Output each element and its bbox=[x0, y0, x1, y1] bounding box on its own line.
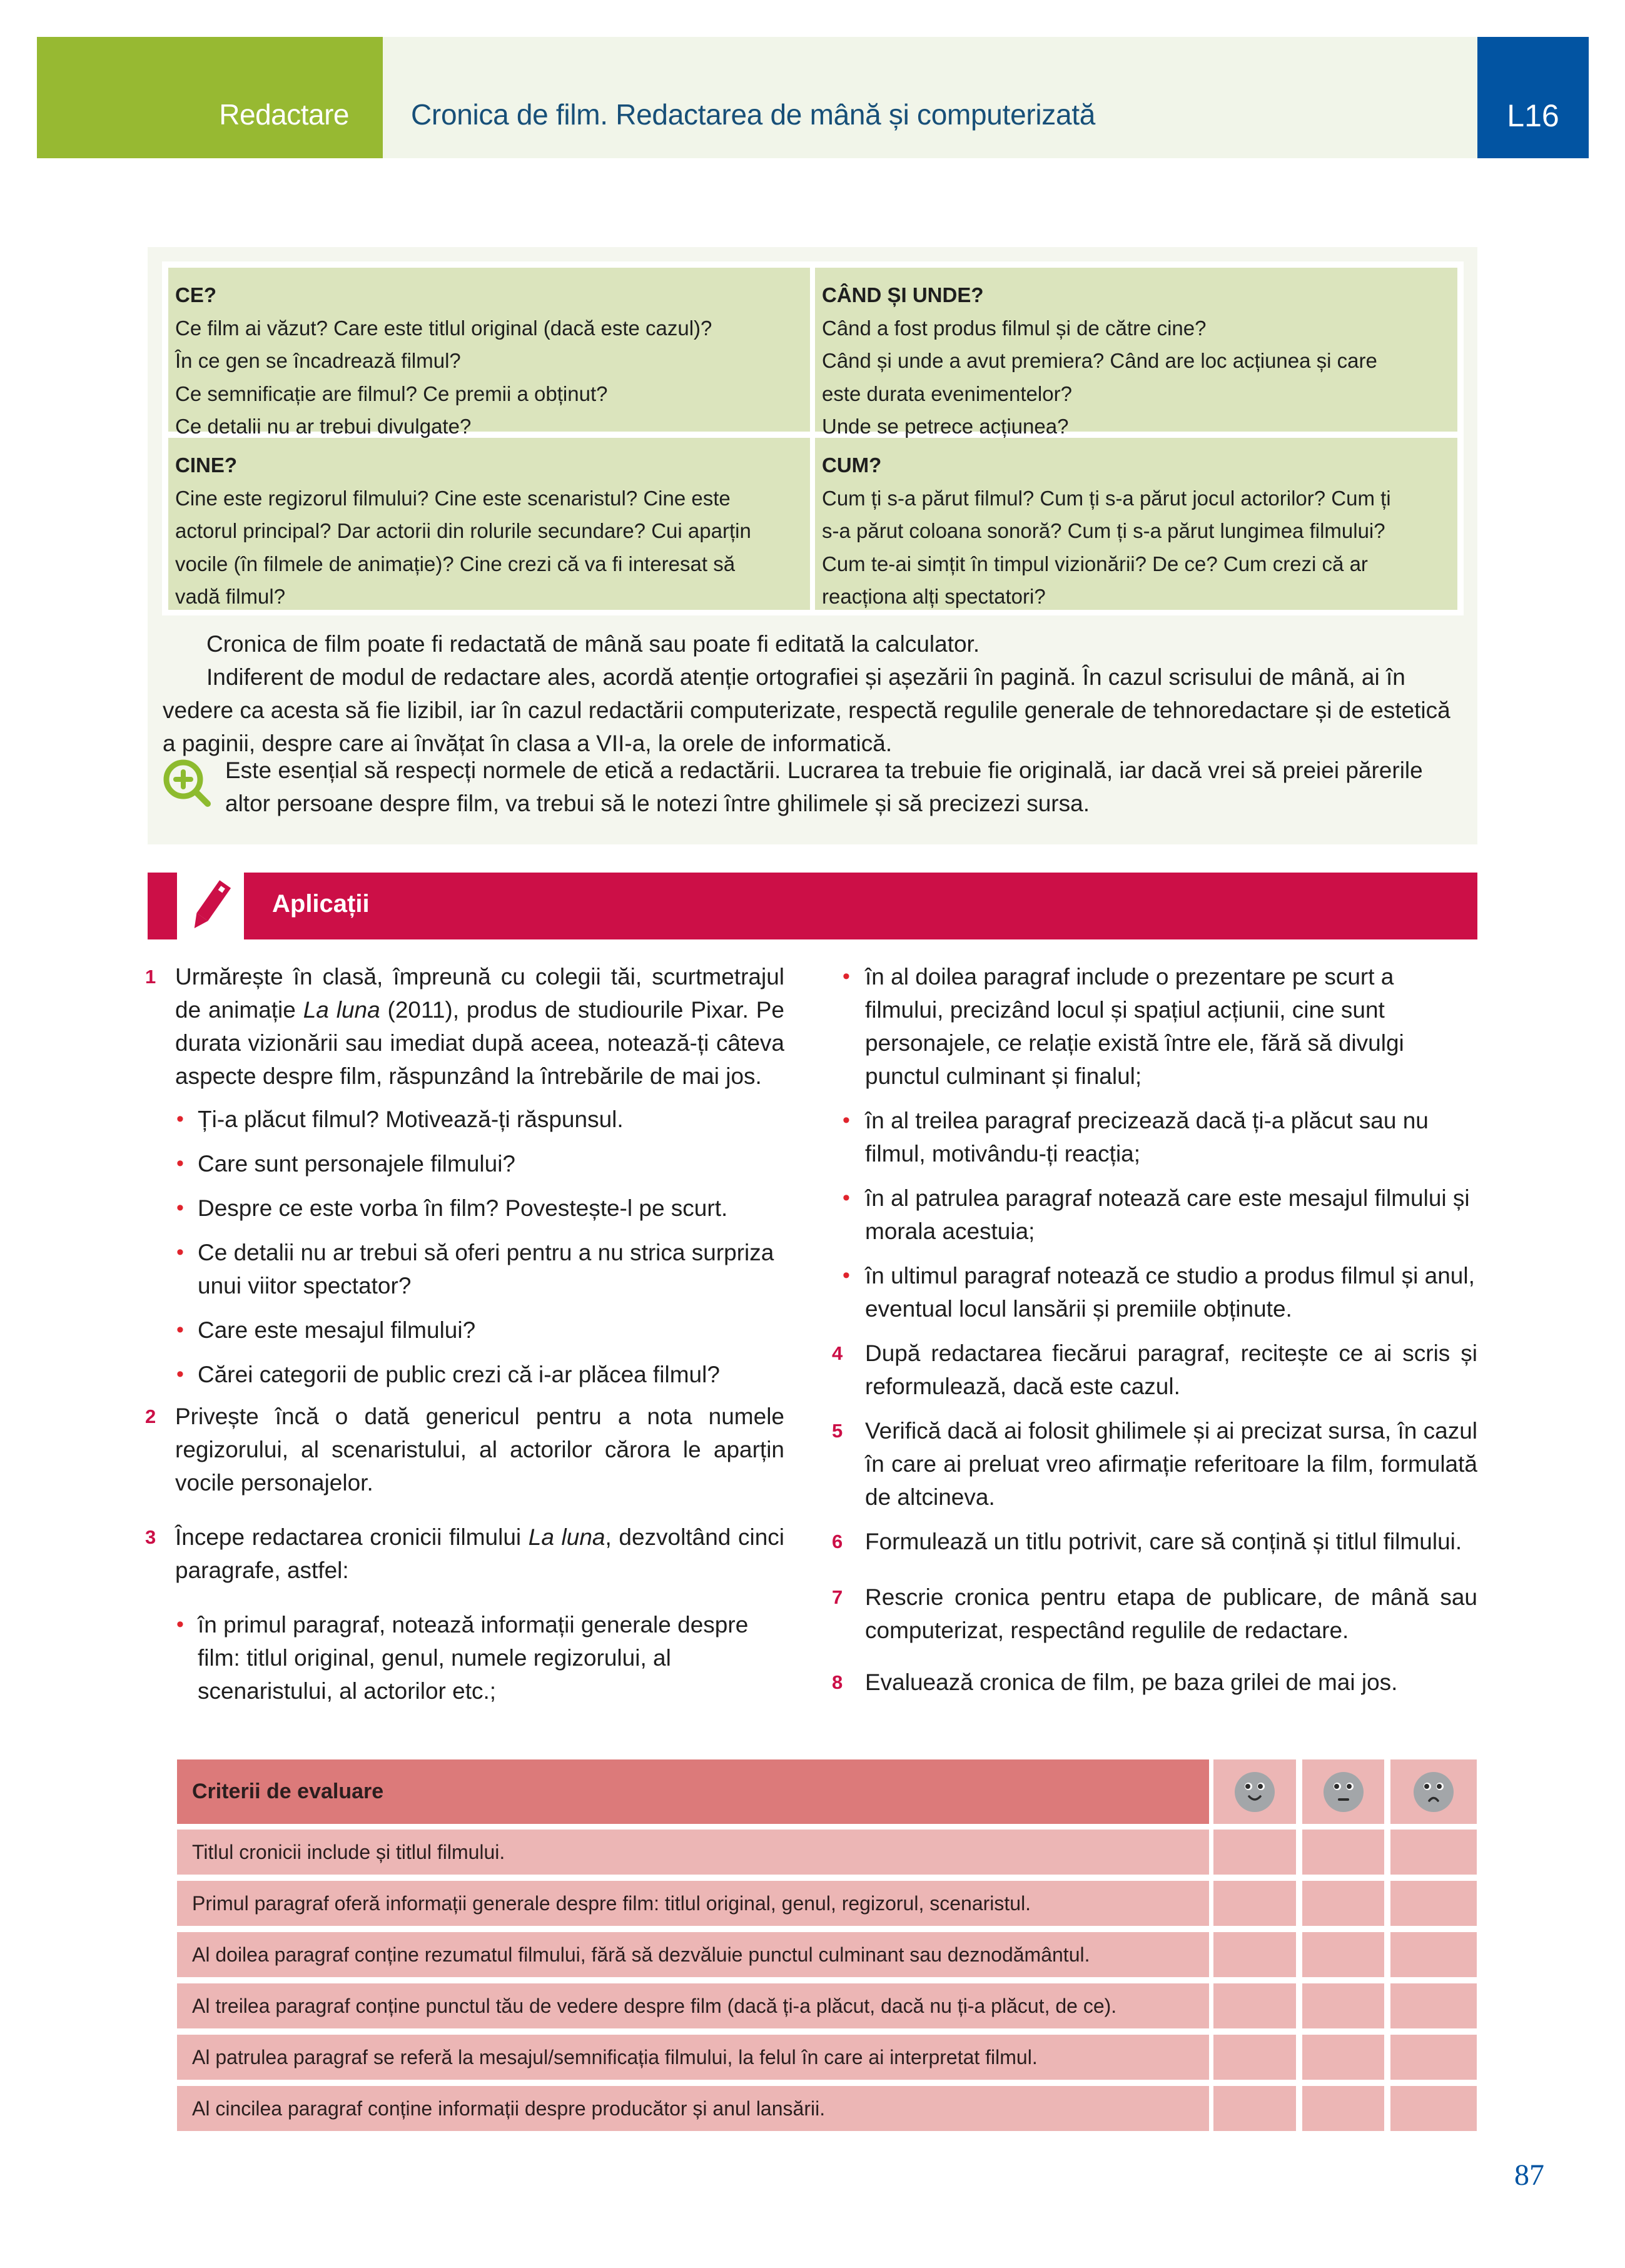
criterion-text: Al treilea paragraf conține punctul tău de vedere despre film (dacă ți-a plăcut, dacă nu ți-a plăcut, de ce). bbox=[177, 1983, 1209, 2028]
neutral-face-icon bbox=[1323, 1771, 1364, 1813]
exercise-number: 7 bbox=[832, 1586, 843, 1608]
question-line: Când și unde a avut premiera? Când are loc acțiunea și care bbox=[822, 349, 1377, 372]
lesson-badge bbox=[1477, 37, 1589, 158]
criterion-text: Al patrulea paragraf se referă la mesajul/semnificația filmului, la felul în care ai interpretat filmul. bbox=[177, 2035, 1209, 2080]
exercise-5 bbox=[832, 1414, 1477, 1514]
question-line: Ce detalii nu ar trebui divulgate? bbox=[175, 415, 472, 438]
intro-paragraph-2: Indiferent de modul de redactare ales, acordă atenție ortografiei și așezării în pagină. În cazul scrisului de mână, ai în vedere ca acesta să fie lizibil, iar în cazul redactării computerizate, respectă regulile generale de tehnoredactare și de estetică a paginii, despre care ai învățat în clasa a VII-a, la orele de informatică. bbox=[163, 664, 1450, 756]
rating-cell[interactable] bbox=[1213, 1881, 1296, 1926]
bullet-dot: • bbox=[176, 1362, 184, 1386]
bullet-dot: • bbox=[176, 1612, 184, 1636]
exercise-text: (2011), produs de studiourile Pixar. Pe durata vizionării sau imediat după aceea, notează-ți câteva aspecte despre film, răspunzând la întrebările de mai jos. bbox=[175, 997, 784, 1089]
bullet-text: în ultimul paragraf notează ce studio a produs filmul și anul, eventual locul lansării și premiile obținute. bbox=[865, 1263, 1475, 1322]
exercise-number: 4 bbox=[832, 1342, 843, 1364]
bullet-dot: • bbox=[843, 1263, 850, 1287]
criterion-text: Al cincilea paragraf conține informații despre producător și anul lansării. bbox=[177, 2086, 1209, 2131]
note-text: Este esențial să respecți normele de etică a redactării. Lucrarea ta trebuie fie originală, iar dacă vrei să preiei părerile altor persoane despre film, va trebui să le notezi între ghilimele și să precizezi sursa. bbox=[225, 757, 1423, 816]
question-line: Ce semnificație are filmul? Ce premii a obținut? bbox=[175, 382, 608, 405]
bullet-item bbox=[175, 1236, 784, 1302]
bullet-text: Cărei categorii de public crezi că i-ar plăcea filmul? bbox=[198, 1362, 720, 1387]
rating-cell[interactable] bbox=[1213, 2035, 1296, 2080]
question-card-ce bbox=[168, 268, 810, 438]
evaluation-header: Criterii de evaluare bbox=[177, 1759, 1209, 1824]
section-category bbox=[37, 37, 383, 158]
rating-cell[interactable] bbox=[1302, 1830, 1384, 1875]
category-label: Redactare bbox=[219, 98, 349, 131]
question-line: vadă filmul? bbox=[175, 585, 286, 608]
question-line: reacționa alți spectatori? bbox=[822, 585, 1046, 608]
bullet-dot: • bbox=[843, 964, 850, 988]
intro-paragraph-1: Cronica de film poate fi redactată de mână sau poate fi editată la calculator. bbox=[206, 631, 980, 657]
applications-title: Aplicații bbox=[272, 890, 370, 918]
evaluation-row bbox=[177, 1932, 1479, 1977]
question-line: actorul principal? Dar actorii din rolurile secundare? Cui aparțin bbox=[175, 519, 751, 542]
bullet-item bbox=[832, 960, 1477, 1093]
rating-cell[interactable] bbox=[1213, 2086, 1296, 2131]
bullet-dot: • bbox=[176, 1107, 184, 1131]
criterion-text: Primul paragraf oferă informații generale despre film: titlul original, genul, regizorul, scenaristul. bbox=[177, 1881, 1209, 1926]
lesson-number: L16 bbox=[1507, 98, 1559, 133]
rating-column-neutral bbox=[1302, 1759, 1384, 1824]
question-heading: CUM? bbox=[822, 453, 882, 477]
exercise-number: 5 bbox=[832, 1420, 843, 1442]
bullet-item bbox=[175, 1608, 784, 1708]
exercise-8 bbox=[832, 1666, 1477, 1699]
exercise-4 bbox=[832, 1337, 1477, 1403]
section-marker bbox=[148, 873, 177, 939]
question-heading: CÂND ȘI UNDE? bbox=[822, 283, 984, 306]
rating-cell[interactable] bbox=[1302, 2035, 1384, 2080]
question-line: Cine este regizorul filmului? Cine este scenaristul? Cine este bbox=[175, 486, 731, 510]
exercise-7 bbox=[832, 1581, 1477, 1647]
question-line: vocile (în filmele de animație)? Cine crezi că va fi interesat să bbox=[175, 552, 736, 575]
exercise-text: Urmărește în clasă, împreună cu colegii tăi, scurtmetrajul de animație bbox=[175, 964, 784, 1023]
rating-cell[interactable] bbox=[1213, 1830, 1296, 1875]
bullet-text: Care sunt personajele filmului? bbox=[198, 1151, 515, 1177]
sad-face-icon bbox=[1413, 1771, 1454, 1813]
exercise-text: După redactarea fiecărui paragraf, recitește ce ai scris și reformulează, dacă este cazul. bbox=[865, 1340, 1477, 1399]
question-line: Cum te-ai simțit în timpul vizionării? De ce? Cum crezi că ar bbox=[822, 552, 1368, 575]
rating-cell[interactable] bbox=[1213, 1932, 1296, 1977]
bullet-item bbox=[832, 1182, 1477, 1248]
bullet-text: Care este mesajul filmului? bbox=[198, 1317, 476, 1343]
question-line: este durata evenimentelor? bbox=[822, 382, 1072, 405]
evaluation-header-row bbox=[177, 1759, 1479, 1824]
rating-cell[interactable] bbox=[1390, 1881, 1477, 1926]
bullet-item bbox=[175, 1192, 784, 1225]
question-card-cine bbox=[168, 438, 810, 610]
bullet-text: Ți-a plăcut filmul? Motivează-ți răspunsul. bbox=[198, 1106, 624, 1132]
bullet-text: în al doilea paragraf include o prezentare pe scurt a filmului, precizând locul și spațiul acțiunii, cine sunt personajele, ce relație există între ele, fără să divulgi punctul culminant și finalul; bbox=[865, 964, 1404, 1089]
exercises-right-column bbox=[832, 960, 1477, 1699]
magnifier-plus-icon bbox=[163, 759, 213, 809]
rating-cell[interactable] bbox=[1302, 1983, 1384, 2028]
exercise-text: Începe redactarea cronicii filmului bbox=[175, 1524, 529, 1550]
evaluation-row bbox=[177, 1983, 1479, 2028]
bullet-item bbox=[175, 1314, 784, 1347]
rating-cell[interactable] bbox=[1390, 1830, 1477, 1875]
criterion-text: Titlul cronicii include și titlul filmului. bbox=[177, 1830, 1209, 1875]
question-line: s-a părut coloana sonoră? Cum ți s-a părut lungimea filmului? bbox=[822, 519, 1385, 542]
exercise-2 bbox=[145, 1400, 784, 1499]
bullet-text: în al patrulea paragraf notează care este mesajul filmului și morala acestuia; bbox=[865, 1185, 1470, 1244]
evaluation-row bbox=[177, 1881, 1479, 1926]
exercise-text: Verifică dacă ai folosit ghilimele și ai precizat sursa, în cazul în care ai preluat vreo afirmație referitoare la film, formulată de altcineva. bbox=[865, 1418, 1477, 1510]
bullet-dot: • bbox=[843, 1186, 850, 1210]
bullet-text: Ce detalii nu ar trebui să oferi pentru a nu strica surpriza unui viitor spectator? bbox=[198, 1240, 774, 1299]
bullet-text: în primul paragraf, notează informații generale despre film: titlul original, genul, numele regizorului, al scenaristului, al actorilor etc.; bbox=[198, 1612, 749, 1704]
intro-text bbox=[163, 627, 1464, 760]
question-line: În ce gen se încadrează filmul? bbox=[175, 349, 461, 372]
rating-cell[interactable] bbox=[1213, 1983, 1296, 2028]
exercise-number: 3 bbox=[145, 1526, 156, 1548]
bullet-text: Despre ce este vorba în film? Povestește-l pe scurt. bbox=[198, 1195, 728, 1221]
lesson-title-bar bbox=[383, 37, 1477, 158]
exercise-number: 6 bbox=[832, 1531, 843, 1552]
film-title: La luna bbox=[303, 997, 380, 1023]
bullet-dot: • bbox=[176, 1152, 184, 1175]
bullet-dot: • bbox=[176, 1240, 184, 1264]
bullet-dot: • bbox=[176, 1196, 184, 1220]
rating-column-sad bbox=[1390, 1759, 1477, 1824]
exercise-number: 2 bbox=[145, 1405, 156, 1427]
question-card-cand-si-unde bbox=[815, 268, 1457, 438]
rating-cell[interactable] bbox=[1390, 2086, 1477, 2131]
exercise-3 bbox=[145, 1521, 784, 1587]
question-grid bbox=[162, 261, 1464, 615]
rating-cell[interactable] bbox=[1302, 1881, 1384, 1926]
exercise-text: Privește încă o dată genericul pentru a nota numele regizorului, al scenaristului, al actorilor cărora le aparțin vocile personajelor. bbox=[175, 1404, 784, 1496]
rating-cell[interactable] bbox=[1390, 1983, 1477, 2028]
bullet-dot: • bbox=[843, 1108, 850, 1132]
question-heading: CE? bbox=[175, 283, 216, 306]
question-line: Ce film ai văzut? Care este titlul original (dacă este cazul)? bbox=[175, 316, 712, 340]
bullet-item bbox=[832, 1104, 1477, 1170]
bullet-item bbox=[175, 1103, 784, 1136]
rating-column-happy bbox=[1213, 1759, 1296, 1824]
exercise-number: 1 bbox=[145, 966, 156, 988]
bullet-item bbox=[175, 1358, 784, 1391]
question-heading: CINE? bbox=[175, 453, 237, 477]
rating-cell[interactable] bbox=[1302, 2086, 1384, 2131]
applications-header bbox=[244, 873, 1477, 939]
page-title: Cronica de film. Redactarea de mână și computerizată bbox=[411, 98, 1096, 131]
bullet-item bbox=[832, 1259, 1477, 1325]
exercise-6 bbox=[832, 1525, 1477, 1558]
evaluation-row bbox=[177, 1830, 1479, 1875]
bullet-text: în al treilea paragraf precizează dacă ți-a plăcut sau nu filmul, motivându-ți reacția; bbox=[865, 1108, 1429, 1167]
exercises-left-column bbox=[145, 960, 784, 1708]
evaluation-row bbox=[177, 2035, 1479, 2080]
happy-face-icon bbox=[1234, 1771, 1275, 1813]
bullet-dot: • bbox=[176, 1318, 184, 1342]
rating-cell[interactable] bbox=[1390, 1932, 1477, 1977]
bullet-item bbox=[175, 1147, 784, 1180]
exercise-number: 8 bbox=[832, 1671, 843, 1693]
exercise-text: Formulează un titlu potrivit, care să conțină și titlul filmului. bbox=[865, 1529, 1462, 1554]
exercise-text: Evaluează cronica de film, pe baza grilei de mai jos. bbox=[865, 1669, 1398, 1695]
exercise-1 bbox=[145, 960, 784, 1093]
question-line: Când a fost produs filmul și de către cine? bbox=[822, 316, 1207, 340]
page-number: 87 bbox=[1514, 2159, 1544, 2192]
pencil-icon bbox=[177, 873, 244, 939]
exercise-text: , dezvoltând cinci paragrafe, astfel: bbox=[175, 1524, 784, 1583]
exercise-text: Rescrie cronica pentru etapa de publicare, de mână sau computerizat, respectând regulile de redactare. bbox=[865, 1584, 1477, 1643]
rating-cell[interactable] bbox=[1302, 1932, 1384, 1977]
criterion-text: Al doilea paragraf conține rezumatul filmului, fără să dezvăluie punctul culminant sau deznodământul. bbox=[177, 1932, 1209, 1977]
evaluation-row bbox=[177, 2086, 1479, 2131]
question-line: Cum ți s-a părut filmul? Cum ți s-a părut jocul actorilor? Cum ți bbox=[822, 486, 1391, 510]
guide-box bbox=[148, 247, 1477, 844]
question-card-cum bbox=[815, 438, 1457, 610]
question-line: Unde se petrece acțiunea? bbox=[822, 415, 1069, 438]
film-title: La luna bbox=[528, 1524, 605, 1550]
rating-cell[interactable] bbox=[1390, 2035, 1477, 2080]
